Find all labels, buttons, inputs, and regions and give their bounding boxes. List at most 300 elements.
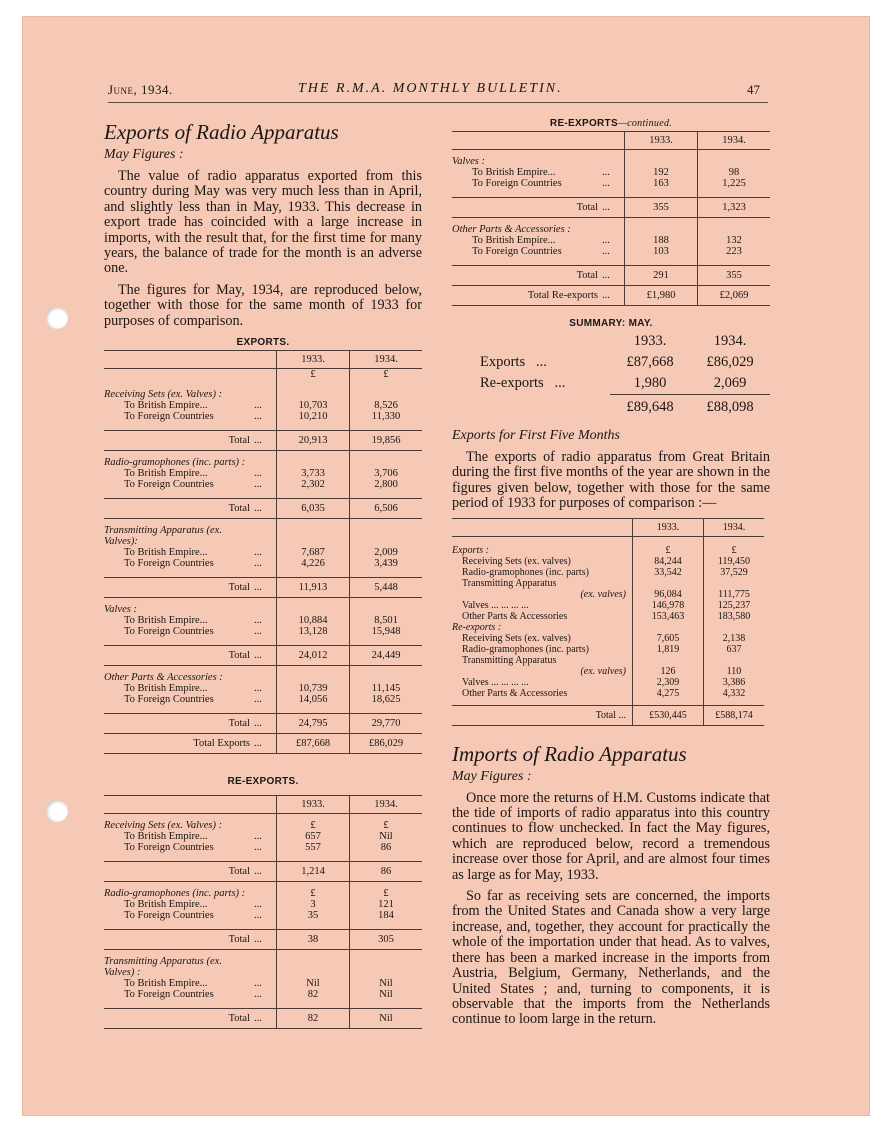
spacer xyxy=(277,637,350,646)
row-value-1934: 86 xyxy=(350,842,423,853)
row-value-1933: 82 xyxy=(277,989,350,1000)
spacer xyxy=(277,853,350,862)
table-row xyxy=(104,626,422,637)
group-unit xyxy=(698,150,771,168)
col-header-1934: 1934. xyxy=(350,351,423,369)
row-label: To British Empire... xyxy=(124,547,208,559)
row-label: To British Empire... xyxy=(124,400,208,412)
spacer xyxy=(254,921,277,930)
col-header-1933: 1933. xyxy=(277,796,350,814)
row-value-1934: 637 xyxy=(704,644,765,655)
total-1933: 1,214 xyxy=(277,862,350,882)
grand-dots: ... xyxy=(602,286,625,306)
row-label: (ex. valves) xyxy=(580,665,626,677)
group-heading: Transmitting Apparatus (ex. Valves) : xyxy=(104,956,222,979)
row-label: To Foreign Countries xyxy=(124,626,214,638)
table-row xyxy=(452,246,770,257)
group-unit xyxy=(277,383,350,400)
row-value-1934: 1,225 xyxy=(698,178,771,189)
spacer xyxy=(104,921,254,930)
spacer xyxy=(602,257,625,266)
row-value-1933: 10,210 xyxy=(277,411,350,422)
total-1933: 20,913 xyxy=(277,431,350,451)
total-1933: 6,035 xyxy=(277,499,350,519)
row-value-1933 xyxy=(633,578,704,589)
row-label: To Foreign Countries xyxy=(472,178,562,189)
table-row xyxy=(104,694,422,705)
row-dots: ... xyxy=(254,479,262,491)
row-value-1934: 8,501 xyxy=(350,615,423,626)
row-value-1933: 3 xyxy=(277,899,350,910)
header-rule xyxy=(108,102,768,103)
row-dots: ... xyxy=(254,842,262,854)
group-heading: Other Parts & Accessories : xyxy=(104,672,223,684)
spacer xyxy=(254,422,277,431)
row-dots: ... xyxy=(254,558,262,570)
total-dots: ... xyxy=(254,646,277,666)
group-unit xyxy=(625,218,698,236)
spacer xyxy=(104,1000,254,1009)
row-label: Radio-gramophones (inc. parts) xyxy=(462,643,589,655)
row-label: To British Empire... xyxy=(124,683,208,695)
group-unit xyxy=(277,598,350,616)
table-row xyxy=(452,611,764,622)
row-value-1933: 163 xyxy=(625,178,698,189)
row-value-1934: 184 xyxy=(350,910,423,921)
row-value-1934: 2,009 xyxy=(350,547,423,558)
row-value-1934: 125,237 xyxy=(704,600,765,611)
row-value-1934: 3,386 xyxy=(704,677,765,688)
group-blank xyxy=(254,598,277,616)
exports-heading: Exports of Radio Apparatus xyxy=(104,120,339,144)
row-label: Transmitting Apparatus xyxy=(462,654,557,666)
row-label: To Foreign Countries xyxy=(124,694,214,706)
row-value-1933: 192 xyxy=(625,167,698,178)
row-value-1933: 7,687 xyxy=(277,547,350,558)
group-unit: £ xyxy=(277,882,350,900)
row-value-1934: 4,332 xyxy=(704,688,765,699)
group-unit xyxy=(350,666,423,684)
table-row xyxy=(104,978,422,989)
group-unit: £ xyxy=(350,814,423,832)
total-label: Total xyxy=(104,499,254,519)
row-value-1934 xyxy=(704,622,765,633)
five-months-paragraph: The exports of radio apparatus from Great Britain during the first five months of the year are shown in the figures given below, together with those for the same period of 1933 for purposes of comparison :— xyxy=(452,449,770,512)
table-row xyxy=(452,677,764,688)
total-dots: ... xyxy=(602,266,625,286)
row-value-1934: 121 xyxy=(350,899,423,910)
row-value-1934 xyxy=(704,578,765,589)
exports-paragraph-2: The figures for May, 1934, are reproduced below, together with those for the same month of 1933 for purposes of comparison. xyxy=(104,281,422,329)
row-value-1934: 3,439 xyxy=(350,558,423,569)
row-value-1933: 96,084 xyxy=(633,589,704,600)
total-dots: ... xyxy=(254,1009,277,1029)
spacer xyxy=(452,257,602,266)
row-dots: ... xyxy=(254,683,262,695)
table-row xyxy=(104,910,422,921)
table-row xyxy=(104,400,422,411)
group-blank xyxy=(254,519,277,548)
table-row xyxy=(452,556,764,567)
row-label: Other Parts & Accessories xyxy=(462,687,568,699)
spacer xyxy=(350,705,423,714)
row-value-1933: 14,056 xyxy=(277,694,350,705)
summary-label: Re-exports xyxy=(480,375,544,391)
group-unit xyxy=(277,451,350,469)
spacer xyxy=(350,490,423,499)
table-row xyxy=(104,831,422,842)
table-row xyxy=(104,558,422,569)
header-blank xyxy=(104,351,254,369)
row-label: To British Empire... xyxy=(124,978,208,990)
total-1934: 29,770 xyxy=(350,714,423,734)
row-value-1933: 10,703 xyxy=(277,400,350,411)
row-value-1933: 35 xyxy=(277,910,350,921)
row-value-1933 xyxy=(633,622,704,633)
col-header-1933: 1933. xyxy=(633,518,704,536)
spacer xyxy=(602,189,625,198)
total-dots: ... xyxy=(254,714,277,734)
row-label: Re-exports : xyxy=(452,621,502,633)
row-label: To British Empire... xyxy=(124,899,208,911)
total-1933: 82 xyxy=(277,1009,350,1029)
table-row xyxy=(452,235,770,246)
spacer xyxy=(254,853,277,862)
row-label: To Foreign Countries xyxy=(124,479,214,491)
row-value-1934: Nil xyxy=(350,978,423,989)
row-value-1933: 146,978 xyxy=(633,600,704,611)
spacer xyxy=(350,637,423,646)
five-months-table xyxy=(452,518,764,726)
total-dots: ... xyxy=(254,862,277,882)
summary-exports-label: Exports ... xyxy=(480,354,547,370)
spacer xyxy=(350,422,423,431)
row-label: To Foreign Countries xyxy=(124,910,214,922)
total-1933: 38 xyxy=(277,930,350,950)
spacer xyxy=(277,490,350,499)
table-row xyxy=(104,683,422,694)
group-blank xyxy=(254,666,277,684)
group-blank xyxy=(254,950,277,979)
row-label: To Foreign Countries xyxy=(124,842,214,854)
row-value-1933: 1,819 xyxy=(633,644,704,655)
spacer xyxy=(633,536,704,545)
group-heading: Other Parts & Accessories : xyxy=(452,224,571,235)
total-dots: ... xyxy=(602,198,625,218)
unit-blank xyxy=(254,369,277,384)
spacer xyxy=(277,1000,350,1009)
group-unit xyxy=(277,666,350,684)
spacer xyxy=(104,569,254,578)
row-value-1934: 111,775 xyxy=(704,589,765,600)
spacer xyxy=(277,921,350,930)
group-unit xyxy=(277,950,350,979)
row-label: Radio-gramophones (inc. parts) xyxy=(462,566,589,578)
group-heading: Transmitting Apparatus (ex. Valves): xyxy=(104,525,222,548)
total-1934: 24,449 xyxy=(350,646,423,666)
row-dots: ... xyxy=(254,547,262,559)
reexports-table xyxy=(104,795,422,1029)
row-value-1933: 103 xyxy=(625,246,698,257)
row-dots: ... xyxy=(254,989,262,1001)
total-1934: 86 xyxy=(350,862,423,882)
spacer xyxy=(350,853,423,862)
row-label: To British Empire... xyxy=(472,167,556,178)
spacer xyxy=(104,422,254,431)
table-row xyxy=(104,547,422,558)
spacer xyxy=(625,189,698,198)
total-label: Total xyxy=(104,431,254,451)
spacer xyxy=(698,257,771,266)
group-blank xyxy=(254,383,277,400)
row-value-1934: 110 xyxy=(704,666,765,677)
row-value-1934: 3,706 xyxy=(350,468,423,479)
total-1934: £588,174 xyxy=(704,705,765,725)
group-unit xyxy=(350,383,423,400)
total-1934: 1,323 xyxy=(698,198,771,218)
group-unit: £ xyxy=(350,882,423,900)
group-blank xyxy=(254,451,277,469)
spacer xyxy=(452,536,633,545)
row-label: Transmitting Apparatus xyxy=(462,577,557,589)
row-value-1933: 153,463 xyxy=(633,611,704,622)
spacer xyxy=(277,422,350,431)
table-row xyxy=(452,600,764,611)
summary-table xyxy=(480,331,770,418)
group-heading: Radio-gramophones (inc. parts) : xyxy=(104,888,246,900)
row-dots: ... xyxy=(254,411,262,423)
row-value-1934: £ xyxy=(704,545,765,556)
row-value-1933: 2,309 xyxy=(633,677,704,688)
header-blank xyxy=(254,351,277,369)
table-row xyxy=(104,411,422,422)
total-1934: Nil xyxy=(350,1009,423,1029)
row-value-1934: 223 xyxy=(698,246,771,257)
row-value-1933: 126 xyxy=(633,666,704,677)
table-row xyxy=(104,989,422,1000)
total-label: Total xyxy=(104,1009,254,1029)
total-1933: 24,012 xyxy=(277,646,350,666)
row-value-1934: 15,948 xyxy=(350,626,423,637)
imports-paragraph-2: So far as receiving sets are concerned, the imports from the United States and Canada show a very large increase, and, together, they account for practically the whole of the importation under that head. As to valves, there has been a marked increase in the imports from Austria, Belgium, Germany, Netherlands, and the United States ; and, turning to components, it is observable that the imports from the Netherlands continue to loom large in the return. xyxy=(452,888,770,1028)
summary-value: £87,668 xyxy=(626,354,674,370)
table-row xyxy=(452,688,764,699)
group-blank xyxy=(254,882,277,900)
group-unit: £ xyxy=(277,814,350,832)
group-blank xyxy=(602,150,625,168)
spacer xyxy=(104,637,254,646)
group-heading: Radio-gramophones (inc. parts) : xyxy=(104,457,246,469)
table-row xyxy=(452,666,764,677)
total-label: Total xyxy=(452,198,602,218)
row-label: Exports : xyxy=(452,544,489,556)
spacer xyxy=(104,705,254,714)
grand-total-label: Total Exports xyxy=(104,734,254,754)
group-unit xyxy=(350,950,423,979)
row-value-1933: 4,275 xyxy=(633,688,704,699)
spacer xyxy=(452,189,602,198)
spacer xyxy=(254,637,277,646)
row-label: Receiving Sets (ex. valves) xyxy=(462,632,571,644)
imports-subheading: May Figures : xyxy=(452,768,532,784)
spacer xyxy=(277,569,350,578)
header-title: THE R.M.A. MONTHLY BULLETIN. xyxy=(298,81,563,96)
row-dots: ... xyxy=(254,615,262,627)
total-dots: ... xyxy=(254,930,277,950)
table-row xyxy=(452,167,770,178)
row-dots: ... xyxy=(254,400,262,412)
row-label: To Foreign Countries xyxy=(124,558,214,570)
page-number: 47 xyxy=(747,82,760,97)
group-unit xyxy=(277,519,350,548)
exports-table-title: EXPORTS. xyxy=(236,337,290,349)
table-row xyxy=(104,842,422,853)
row-value-1934: 119,450 xyxy=(704,556,765,567)
table-row xyxy=(452,644,764,655)
row-value-1934: Nil xyxy=(350,989,423,1000)
reexports-cont-title xyxy=(452,118,770,129)
row-value-1934 xyxy=(704,655,765,666)
imports-heading: Imports of Radio Apparatus xyxy=(452,741,687,766)
group-unit xyxy=(350,598,423,616)
row-dots: ... xyxy=(254,899,262,911)
row-value-1934: 18,625 xyxy=(350,694,423,705)
row-dots: ... xyxy=(602,178,610,189)
table-row xyxy=(452,578,764,589)
spacer xyxy=(104,490,254,499)
spacer xyxy=(254,1000,277,1009)
unit-label: £ xyxy=(350,369,423,384)
row-label: Valves ... ... ... ... xyxy=(462,676,529,688)
row-dots: ... xyxy=(254,831,262,843)
row-value-1933: 10,739 xyxy=(277,683,350,694)
unit-label: £ xyxy=(277,369,350,384)
total-1934: 355 xyxy=(698,266,771,286)
row-label: To British Empire... xyxy=(124,468,208,480)
row-label: Other Parts & Accessories xyxy=(462,610,568,622)
exports-paragraph-1: The value of radio apparatus exported from this country during May was very much less than in April, and slightly less than in May, 1933. This decrease in export trade has coincided with a large increase in imports, with the result that, for the first time for many years, the balance of trade for the month is an adverse one. xyxy=(104,168,422,277)
group-blank xyxy=(602,218,625,236)
reexports-cont-table xyxy=(452,131,770,306)
row-label: To British Empire... xyxy=(124,615,208,627)
table-row xyxy=(104,468,422,479)
total-label: Total ... xyxy=(452,705,633,725)
row-value-1933 xyxy=(633,655,704,666)
col-header-1934: 1934. xyxy=(704,518,765,536)
summary-value: 2,069 xyxy=(713,375,747,391)
spacer xyxy=(350,569,423,578)
row-dots: ... xyxy=(602,235,610,246)
table-row xyxy=(452,633,764,644)
spacer xyxy=(254,705,277,714)
total-1934: 5,448 xyxy=(350,578,423,598)
row-dots: ... xyxy=(254,694,262,706)
row-value-1933: 7,605 xyxy=(633,633,704,644)
row-dots: ... xyxy=(254,626,262,638)
row-value-1933: 188 xyxy=(625,235,698,246)
total-dots: ... xyxy=(254,499,277,519)
spacer xyxy=(254,569,277,578)
row-value-1933: 84,244 xyxy=(633,556,704,567)
group-heading: Receiving Sets (ex. Valves) : xyxy=(104,389,223,401)
spacer xyxy=(625,257,698,266)
total-label: Total xyxy=(104,646,254,666)
summary-col-1933: 1933. xyxy=(633,333,667,349)
row-label: To Foreign Countries xyxy=(124,411,214,423)
grand-total-1934: £2,069 xyxy=(698,286,771,306)
reexports-cont-title-text: RE-EXPORTS xyxy=(549,118,618,129)
group-blank xyxy=(254,814,277,832)
total-label: Total xyxy=(104,862,254,882)
col-header-1934: 1934. xyxy=(698,132,771,150)
row-value-1933: 2,302 xyxy=(277,479,350,490)
header-blank xyxy=(452,518,633,536)
punch-hole xyxy=(46,800,68,822)
row-value-1933: 33,542 xyxy=(633,567,704,578)
table-row xyxy=(104,615,422,626)
table-row xyxy=(452,545,764,556)
row-dots: ... xyxy=(602,246,610,257)
punch-hole xyxy=(46,307,68,329)
row-label: (ex. valves) xyxy=(580,588,626,600)
header-blank xyxy=(104,796,254,814)
total-label: Total xyxy=(104,930,254,950)
row-label: Receiving Sets (ex. valves) xyxy=(462,555,571,567)
col-header-1933: 1933. xyxy=(277,351,350,369)
summary-reexports-label: Re-exports ... xyxy=(480,375,566,391)
group-unit xyxy=(698,218,771,236)
spacer xyxy=(698,189,771,198)
summary-label: Exports xyxy=(480,354,526,370)
col-header-1933: 1933. xyxy=(625,132,698,150)
total-1934: 305 xyxy=(350,930,423,950)
row-value-1933: £ xyxy=(633,545,704,556)
total-dots: ... xyxy=(254,578,277,598)
row-label: To British Empire... xyxy=(124,831,208,843)
row-value-1934: 2,800 xyxy=(350,479,423,490)
col-header-1934: 1934. xyxy=(350,796,423,814)
total-1933: 355 xyxy=(625,198,698,218)
total-1933: £530,445 xyxy=(633,705,704,725)
total-1934: 6,506 xyxy=(350,499,423,519)
table-row xyxy=(452,178,770,189)
table-row xyxy=(452,567,764,578)
row-value-1933: 13,128 xyxy=(277,626,350,637)
total-label: Total xyxy=(104,578,254,598)
row-value-1934: 11,145 xyxy=(350,683,423,694)
row-value-1933: 557 xyxy=(277,842,350,853)
reexports-cont-suffix: —continued. xyxy=(617,118,673,129)
total-1933: 24,795 xyxy=(277,714,350,734)
group-heading: Receiving Sets (ex. Valves) : xyxy=(104,820,223,832)
table-row xyxy=(452,655,764,666)
spacer xyxy=(350,921,423,930)
spacer xyxy=(704,536,765,545)
row-value-1933: Nil xyxy=(277,978,350,989)
header-blank xyxy=(602,132,625,150)
row-value-1934: 132 xyxy=(698,235,771,246)
group-unit xyxy=(625,150,698,168)
group-heading: Valves : xyxy=(452,156,485,167)
table-row xyxy=(104,479,422,490)
summary-col-1934: 1934. xyxy=(713,333,747,349)
row-dots: ... xyxy=(254,978,262,990)
exports-subheading: May Figures : xyxy=(104,147,184,162)
row-dots: ... xyxy=(602,167,610,178)
total-1934: 19,856 xyxy=(350,431,423,451)
row-value-1934: 11,330 xyxy=(350,411,423,422)
group-unit xyxy=(350,519,423,548)
